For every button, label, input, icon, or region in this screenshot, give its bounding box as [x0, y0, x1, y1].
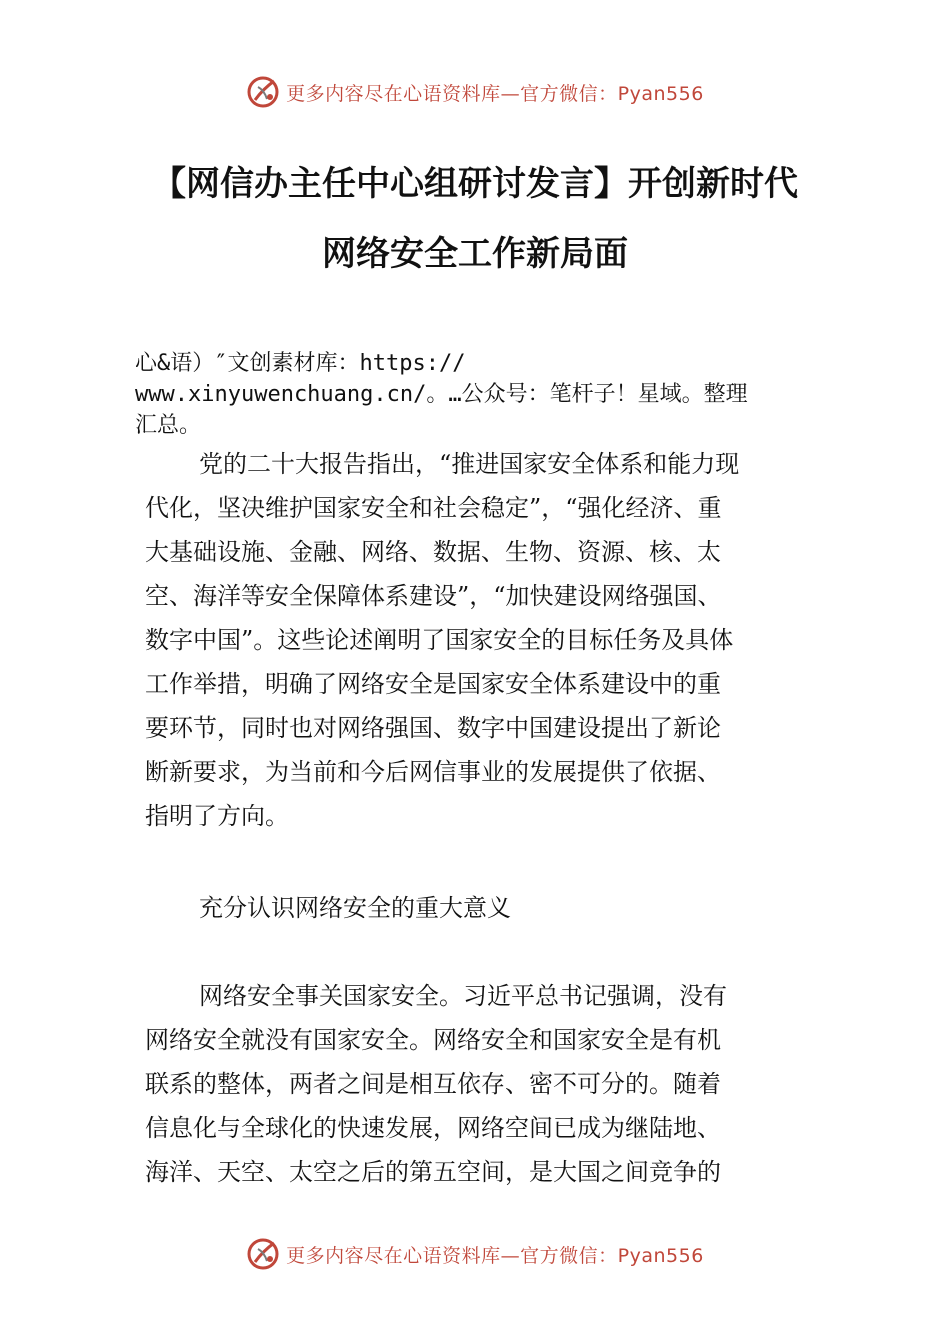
paragraph-line: 指明了方向。 — [145, 802, 289, 830]
watermark-text: 更多内容尽在心语资料库—官方微信：Pyan556 — [286, 1244, 704, 1267]
paragraph-line: 空、海洋等安全保障体系建设”，“加快建设网络强国、 — [145, 582, 722, 610]
paragraph-line: 代化，坚决维护国家安全和社会稳定”，“强化经济、重 — [145, 494, 722, 522]
paragraph-line: 工作举措，明确了网络安全是国家安全体系建设中的重 — [145, 670, 721, 698]
paragraph-line: 数字中国”。这些论述阐明了国家安全的目标任务及具体 — [145, 626, 734, 654]
paragraph-line: 网络安全事关国家安全。习近平总书记强调，没有 — [199, 982, 727, 1010]
paragraph-line: 网络安全就没有国家安全。网络安全和国家安全是有机 — [145, 1026, 721, 1054]
paragraph-line: 联系的整体，两者之间是相互依存、密不可分的。随着 — [145, 1070, 721, 1098]
source-note: 心&语）″文创素材库：https:// www.xinyuwenchuang.cn/。…公众号：笔杆子！星域。整理 汇总。 — [135, 351, 748, 438]
watermark-text: 更多内容尽在心语资料库—官方微信：Pyan556 — [286, 82, 704, 105]
section-heading — [145, 886, 810, 930]
paragraph-line: 党的二十大报告指出，“推进国家安全体系和能力现 — [199, 450, 740, 478]
footer-watermark — [0, 1234, 950, 1274]
watermark-account: Pyan556 — [617, 82, 704, 105]
paragraph-line: 要环节，同时也对网络强国、数字中国建设提出了新论 — [145, 714, 721, 742]
brush-logo-icon — [246, 75, 280, 109]
document-title-line-2: 网络安全工作新局面 — [322, 234, 628, 274]
paragraph-2 — [145, 974, 810, 1194]
paragraph-line: 断新要求，为当前和今后网信事业的发展提供了依据、 — [145, 758, 721, 786]
paragraph-line: 大基础设施、金融、网络、数据、生物、资源、核、太 — [145, 538, 721, 566]
paragraph-line: 海洋、天空、太空之后的第五空间，是大国之间竞争的 — [145, 1158, 721, 1186]
section-heading-text: 充分认识网络安全的重大意义 — [199, 894, 511, 922]
paragraph-line: 信息化与全球化的快速发展，网络空间已成为继陆地、 — [145, 1114, 721, 1142]
header-watermark — [0, 72, 950, 112]
brush-logo-icon — [246, 1237, 280, 1271]
document-title-line-1: 【网信办主任中心组研讨发言】开创新时代 — [152, 164, 798, 204]
paragraph-1 — [145, 442, 810, 838]
watermark-account: Pyan556 — [617, 1244, 704, 1267]
